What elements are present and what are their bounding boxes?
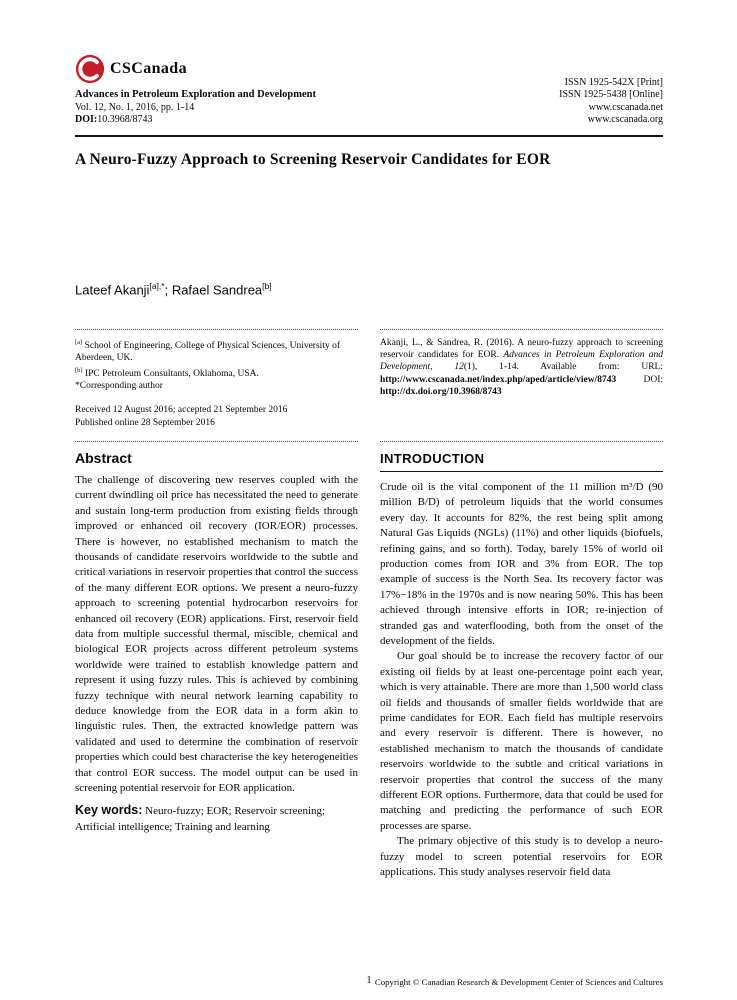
article-title: A Neuro-Fuzzy Approach to Screening Reservoir Candidates for EOR bbox=[75, 150, 551, 168]
affiliation-b bbox=[75, 365, 358, 380]
affiliation-b-text: IPC Petroleum Consultants, Oklahoma, USA. bbox=[82, 368, 259, 379]
journal-header bbox=[75, 54, 663, 137]
affiliation-a-mark: [a] bbox=[75, 338, 83, 346]
meta-section bbox=[75, 329, 663, 442]
header-divider bbox=[75, 135, 663, 137]
citation-article-url[interactable]: http://www.cscanada.net/index.php/aped/article/view/8743 bbox=[380, 374, 617, 385]
publisher-name: CSCanada bbox=[110, 59, 188, 77]
citation-text-3: DOI: bbox=[616, 374, 663, 385]
website-org-link[interactable]: www.cscanada.org bbox=[587, 114, 663, 125]
affiliation-a bbox=[75, 337, 358, 365]
corresponding-author-note: *Corresponding author bbox=[75, 381, 163, 392]
intro-paragraph-3: The primary objective of this study is to develop a neuro-fuzzy model to screen potential reservoirs for EOR applications. This study analyses reservoir field data bbox=[380, 835, 663, 879]
author-2-affiliation-mark: [b] bbox=[262, 280, 272, 291]
website-net-link[interactable]: www.cscanada.net bbox=[588, 101, 663, 113]
doi-label: DOI: bbox=[75, 114, 98, 125]
citation-journal-italic: Advances in Petroleum Exploration and Development, 12 bbox=[380, 350, 663, 373]
keywords-line bbox=[75, 803, 358, 835]
introduction-section bbox=[380, 450, 663, 881]
citation-block bbox=[380, 329, 663, 442]
volume-info: Vol. 12, No. 1, 2016, pp. 1-14 bbox=[75, 101, 195, 113]
affiliation-a-text: School of Engineering, College of Physical Sciences, University of Aberdeen, UK. bbox=[75, 340, 340, 364]
author-1-name: Lateef Akanji bbox=[75, 281, 150, 297]
citation-doi-url[interactable]: http://dx.doi.org/10.3968/8743 bbox=[380, 387, 502, 398]
abstract-section bbox=[75, 450, 358, 835]
affiliations-block bbox=[75, 329, 358, 442]
intro-paragraph-1: Crude oil is the vital component of the 11 million m³/D (90 million B/D) of petroleum liquids that the world consumes every day. It accounts for 82%, the rest being split among Natural Gas Liquids (NGLs) (11%) and other liquids (biofuels, refining gains, and so forth). Today, barely 15% of world oil production comes from IOR and 3% from EOR. The top example of success is the North Sea. Its recovery factor was 17%−18% in the 1970s and is now nearing 50%. This has been achieved through intensive efforts in IOR; re-injection of stranded gas and waterflooding, both from the onset of the development of the fields. bbox=[380, 480, 663, 647]
copyright-notice: Copyright © Canadian Research & Development Center of Sciences and Cultures bbox=[374, 976, 663, 987]
cscanada-logo-icon bbox=[75, 54, 105, 84]
publisher-brand bbox=[75, 54, 316, 84]
issn-print: ISSN 1925-542X [Print] bbox=[564, 76, 663, 88]
doi-value: 10.3968/8743 bbox=[97, 114, 153, 125]
issn-block bbox=[559, 77, 663, 127]
abstract-heading: Abstract bbox=[75, 449, 132, 466]
author-1-affiliation-mark: [a],* bbox=[149, 280, 165, 291]
keywords-label: Key words: bbox=[75, 803, 143, 818]
doi-line bbox=[75, 114, 316, 127]
page-number: 1 bbox=[366, 975, 372, 986]
article-body bbox=[75, 450, 663, 881]
page-footer bbox=[75, 975, 663, 989]
journal-name: Advances in Petroleum Exploration and Development bbox=[75, 89, 317, 100]
authors-line bbox=[75, 281, 663, 297]
received-accepted-line: Received 12 August 2016; accepted 21 September 2016 bbox=[75, 405, 288, 416]
affiliation-b-mark: [b] bbox=[75, 366, 83, 374]
issn-online: ISSN 1925-5438 [Online] bbox=[559, 89, 663, 100]
abstract-text: The challenge of discovering new reserves coupled with the current dwindling oil price has necessitated the need to generate and sustain long-term production from existing fields through improved or enhanced oil recovery (IOR/EOR) processes. There is however, no established mechanism to match the thousands of candidate reservoirs worldwide to the subtle and critical variations in reservoir properties that control the success of the many different EOR options. We present a neuro-fuzzy approach to screening potential hydrocarbon reservoirs for enhanced oil recovery (EOR) applications. First, reservoir field data from multiple successful thermal, miscible, chemical and biological EOR projects across different petroleum systems worldwide were trained to establish knowledge pattern and represent it using fuzzy rules. This is achieved by combining fuzzy technique with neural network learning capability to deduce knowledge from the EOR data in a form akin to linguistic rules. Then, the extracted knowledge pattern was validated and used to determine the combination of reservoir properties which could best characterise the key heterogeneities that control EOR success. The model output can be used in screening potential reservoir for EOR application. bbox=[75, 473, 358, 795]
author-2-name: Rafael Sandrea bbox=[171, 281, 263, 297]
authors-separator: ; bbox=[164, 281, 172, 297]
citation-text-1: Akanji, L., & Sandrea, R. (2016). A neuro-fuzzy approach to screening reservoir candidates for EOR. bbox=[380, 337, 663, 361]
intro-paragraph-2: Our goal should be to increase the recovery factor of our existing oil fields by at least one-percentage point each year, which is very attainable. There are more than 1,500 world class oil fields and thousands of smaller fields worldwide that are prime candidates for EOR. Each field has multiple reservoirs and every reservoir is different. There is however, no established mechanism to match the thousands of candidate reservoirs worldwide to the subtle and critical variations in reservoir properties that control the success of the many different EOR options. Furthermore, data that could be used for matching and predicting the performance of such EOR processes are sparse. bbox=[380, 650, 663, 832]
published-online-line: Published online 28 September 2016 bbox=[75, 417, 215, 428]
keywords-text: Neuro-fuzzy; EOR; Reservoir screening; Artificial intelligence; Training and learning bbox=[75, 805, 326, 833]
introduction-heading: INTRODUCTION bbox=[380, 451, 663, 472]
citation-text-2: (1), 1-14. Available from: URL: bbox=[463, 362, 663, 373]
